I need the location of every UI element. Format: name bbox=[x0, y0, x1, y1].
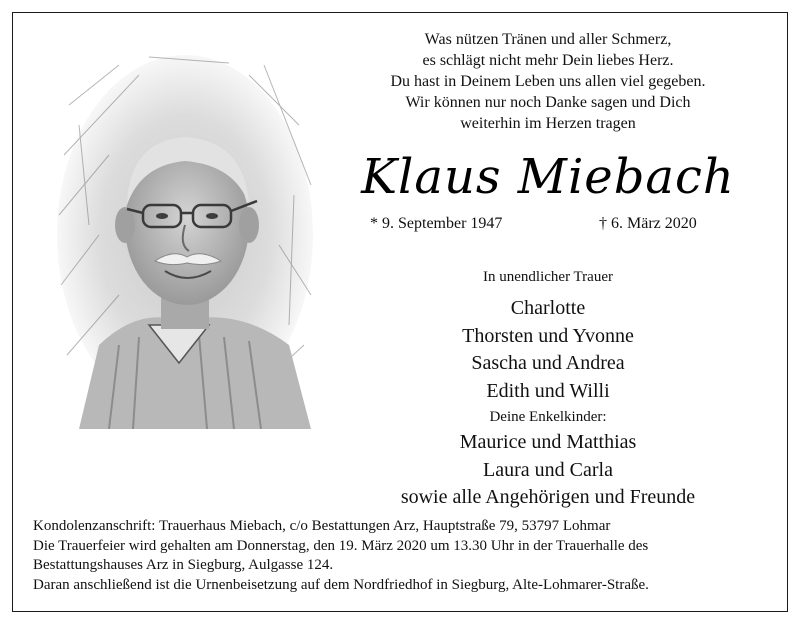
funeral-info-line: Bestattungshauses Arz in Siegburg, Aulgasse 124. bbox=[33, 557, 334, 573]
burial-info-line: Daran anschließend ist die Urnenbeisetzung auf dem Nordfriedhof in Siegburg, Alte-Lohmarer-Straße. bbox=[33, 576, 649, 593]
poem-line: Wir können nur noch Danke sagen und Dich bbox=[405, 94, 691, 111]
family-member: Charlotte bbox=[510, 297, 586, 319]
death-date: † 6. März 2020 bbox=[599, 215, 697, 232]
poem-line: weiterhin im Herzen tragen bbox=[460, 115, 636, 132]
grandchild-pair: Maurice und Matthias bbox=[459, 431, 637, 453]
poem-line: Was nützen Tränen und aller Schmerz, bbox=[424, 31, 672, 48]
grandchildren-label: Deine Enkelkinder: bbox=[489, 409, 607, 425]
deceased-name: Klaus Miebach bbox=[361, 149, 735, 205]
mourning-intro: In unendlicher Trauer bbox=[483, 269, 613, 285]
poem-line: Du hast in Deinem Leben uns allen viel gegeben. bbox=[390, 73, 706, 90]
family-member: Edith und Willi bbox=[486, 379, 610, 402]
ceremony-details bbox=[33, 517, 783, 595]
portrait-photo bbox=[49, 45, 321, 429]
birth-date: * 9. September 1947 bbox=[370, 215, 503, 232]
poem-line: es schlägt nicht mehr Dein liebes Herz. bbox=[422, 52, 674, 69]
obituary-notice bbox=[12, 12, 788, 612]
family-member: Sascha und Andrea bbox=[471, 352, 625, 374]
portrait-sketch bbox=[49, 45, 321, 429]
mourners-list bbox=[333, 295, 763, 512]
funeral-info-line: Die Trauerfeier wird gehalten am Donnerstag, den 19. März 2020 um 13.30 Uhr in der Trauerhalle des bbox=[33, 537, 649, 554]
closing-line: sowie alle Angehörigen und Freunde bbox=[400, 486, 696, 508]
grandchild-pair: Laura und Carla bbox=[483, 458, 613, 481]
family-member: Thorsten und Yvonne bbox=[462, 324, 634, 347]
poem-verse bbox=[363, 29, 733, 134]
condolence-address: Kondolenzanschrift: Trauerhaus Miebach, c/o Bestattungen Arz, Hauptstraße 79, 53797 Lohmar bbox=[33, 518, 611, 534]
